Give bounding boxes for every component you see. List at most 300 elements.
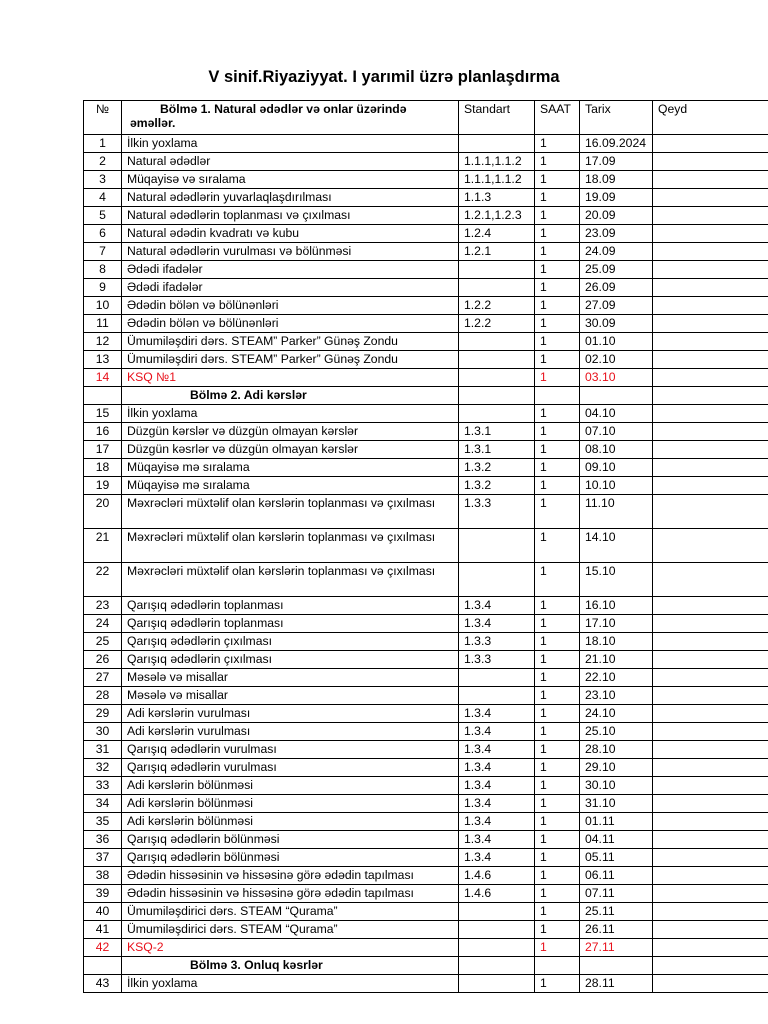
row-topic: KSQ-2	[122, 939, 459, 957]
row-saat: 1	[535, 597, 580, 615]
row-topic: İlkin yoxlama	[122, 135, 459, 153]
row-date: 07.10	[580, 423, 653, 441]
table-row	[84, 903, 768, 921]
row-topic: Qarışıq ədədlərin toplanması	[122, 615, 459, 633]
row-topic: Ədədin hissəsinin və hissəsinə görə ədədin tapılması	[122, 867, 459, 885]
row-standard: 1.2.2	[459, 315, 535, 333]
row-date: 01.11	[580, 813, 653, 831]
header-tarix: Tarix	[580, 101, 653, 135]
row-date: 21.10	[580, 651, 653, 669]
row-number: 36	[84, 831, 122, 849]
row-standard	[459, 333, 535, 351]
row-standard	[459, 957, 535, 975]
row-standard: 1.2.1,1.2.3	[459, 207, 535, 225]
row-saat: 1	[535, 243, 580, 261]
row-date: 02.10	[580, 351, 653, 369]
row-date: 30.10	[580, 777, 653, 795]
row-saat: 1	[535, 741, 580, 759]
table-row	[84, 171, 768, 189]
row-standard: 1.2.1	[459, 243, 535, 261]
row-note	[653, 441, 768, 459]
row-date: 25.10	[580, 723, 653, 741]
row-date: 15.10	[580, 563, 653, 597]
row-note	[653, 351, 768, 369]
row-saat: 1	[535, 795, 580, 813]
row-number: 20	[84, 495, 122, 529]
row-date: 04.11	[580, 831, 653, 849]
row-saat: 1	[535, 189, 580, 207]
row-note	[653, 315, 768, 333]
row-number: 27	[84, 669, 122, 687]
row-saat: 1	[535, 495, 580, 529]
row-standard	[459, 135, 535, 153]
table-row	[84, 975, 768, 993]
header-section-title	[122, 101, 459, 135]
table-row	[84, 189, 768, 207]
row-topic: Müqayisə mə sıralama	[122, 477, 459, 495]
row-saat: 1	[535, 171, 580, 189]
table-row	[84, 477, 768, 495]
row-note	[653, 207, 768, 225]
row-topic: Natural ədədlər	[122, 153, 459, 171]
row-standard: 1.3.4	[459, 831, 535, 849]
row-topic: Qarışıq ədədlərin çıxılması	[122, 633, 459, 651]
table-row	[84, 243, 768, 261]
row-saat: 1	[535, 351, 580, 369]
row-number: 10	[84, 297, 122, 315]
row-date: 07.11	[580, 885, 653, 903]
row-note	[653, 705, 768, 723]
row-topic: Qarışıq ədədlərin vurulması	[122, 759, 459, 777]
row-saat: 1	[535, 459, 580, 477]
table-row	[84, 369, 768, 387]
row-date: 06.11	[580, 867, 653, 885]
row-note	[653, 529, 768, 563]
row-date: 22.10	[580, 669, 653, 687]
table-row	[84, 633, 768, 651]
row-saat: 1	[535, 885, 580, 903]
row-number: 11	[84, 315, 122, 333]
row-topic: Qarışıq ədədlərin vurulması	[122, 741, 459, 759]
row-note	[653, 669, 768, 687]
row-standard: 1.3.3	[459, 495, 535, 529]
row-standard: 1.3.4	[459, 759, 535, 777]
row-topic: Müqayisə mə sıralama	[122, 459, 459, 477]
row-standard	[459, 687, 535, 705]
row-note	[653, 369, 768, 387]
row-number: 14	[84, 369, 122, 387]
row-saat: 1	[535, 423, 580, 441]
row-topic: Ədədin bölən və bölünənləri	[122, 297, 459, 315]
row-topic: Məsələ və misallar	[122, 687, 459, 705]
row-topic: Qarışıq ədədlərin bölünməsi	[122, 849, 459, 867]
row-standard: 1.3.1	[459, 423, 535, 441]
planning-table	[83, 100, 768, 993]
row-topic: Düzgün kəsrlər və düzgün olmayan kərslər	[122, 441, 459, 459]
row-date: 28.11	[580, 975, 653, 993]
row-standard	[459, 975, 535, 993]
row-saat: 1	[535, 563, 580, 597]
table-row	[84, 921, 768, 939]
row-topic: Ədədi ifadələr	[122, 279, 459, 297]
row-note	[653, 795, 768, 813]
section-header-row	[84, 957, 768, 975]
row-number: 37	[84, 849, 122, 867]
row-saat: 1	[535, 849, 580, 867]
table-row	[84, 153, 768, 171]
row-standard: 1.3.2	[459, 459, 535, 477]
row-saat: 1	[535, 633, 580, 651]
table-row	[84, 423, 768, 441]
row-note	[653, 885, 768, 903]
row-standard: 1.3.1	[459, 441, 535, 459]
row-standard: 1.1.1,1.1.2	[459, 171, 535, 189]
row-saat: 1	[535, 369, 580, 387]
row-date: 10.10	[580, 477, 653, 495]
section-title: Bölmə 2. Adi kərslər	[122, 387, 459, 405]
row-date: 28.10	[580, 741, 653, 759]
row-saat: 1	[535, 705, 580, 723]
row-saat: 1	[535, 867, 580, 885]
row-number: 7	[84, 243, 122, 261]
row-standard	[459, 369, 535, 387]
row-topic: Adi kərslərin vurulması	[122, 723, 459, 741]
row-standard: 1.3.4	[459, 795, 535, 813]
row-saat: 1	[535, 279, 580, 297]
row-note	[653, 615, 768, 633]
header-standard: Standart	[459, 101, 535, 135]
row-number: 6	[84, 225, 122, 243]
section-header-row	[84, 387, 768, 405]
row-topic: Adi kərslərin bölünməsi	[122, 795, 459, 813]
row-standard: 1.3.2	[459, 477, 535, 495]
row-date: 30.09	[580, 315, 653, 333]
row-number: 18	[84, 459, 122, 477]
row-topic: Məxrəcləri müxtəlif olan kərslərin toplanması və çıxılması	[122, 563, 459, 597]
table-row	[84, 351, 768, 369]
row-standard	[459, 405, 535, 423]
table-row	[84, 225, 768, 243]
table-row	[84, 687, 768, 705]
row-saat: 1	[535, 333, 580, 351]
row-date: 19.09	[580, 189, 653, 207]
row-date: 26.09	[580, 279, 653, 297]
row-standard	[459, 903, 535, 921]
row-saat: 1	[535, 759, 580, 777]
table-row	[84, 459, 768, 477]
row-note	[653, 957, 768, 975]
row-number: 2	[84, 153, 122, 171]
row-date: 20.09	[580, 207, 653, 225]
row-topic: Ümumiləşdiri dərs. STEAM” Parker” Günəş Zondu	[122, 351, 459, 369]
row-date: 16.10	[580, 597, 653, 615]
row-number: 25	[84, 633, 122, 651]
row-saat: 1	[535, 831, 580, 849]
row-number: 31	[84, 741, 122, 759]
row-number: 26	[84, 651, 122, 669]
table-row	[84, 795, 768, 813]
row-standard: 1.3.4	[459, 615, 535, 633]
row-date: 16.09.2024	[580, 135, 653, 153]
row-note	[653, 939, 768, 957]
row-note	[653, 243, 768, 261]
row-date: 08.10	[580, 441, 653, 459]
row-number: 13	[84, 351, 122, 369]
row-topic: Ümumiləşdiri dərs. STEAM” Parker” Günəş Zondu	[122, 333, 459, 351]
row-saat: 1	[535, 405, 580, 423]
row-note	[653, 651, 768, 669]
row-topic: Müqayisə və sıralama	[122, 171, 459, 189]
row-number: 24	[84, 615, 122, 633]
row-date: 09.10	[580, 459, 653, 477]
planning-table-body	[84, 101, 768, 993]
table-row	[84, 441, 768, 459]
row-date	[580, 957, 653, 975]
row-date: 01.10	[580, 333, 653, 351]
row-standard: 1.3.4	[459, 777, 535, 795]
row-number: 15	[84, 405, 122, 423]
row-number: 33	[84, 777, 122, 795]
table-row	[84, 759, 768, 777]
row-number: 40	[84, 903, 122, 921]
row-number: 30	[84, 723, 122, 741]
table-row	[84, 939, 768, 957]
row-date: 23.09	[580, 225, 653, 243]
row-note	[653, 153, 768, 171]
row-standard: 1.3.4	[459, 849, 535, 867]
row-saat: 1	[535, 207, 580, 225]
row-date: 18.10	[580, 633, 653, 651]
row-saat: 1	[535, 441, 580, 459]
row-standard: 1.3.4	[459, 813, 535, 831]
row-saat: 1	[535, 939, 580, 957]
row-standard	[459, 529, 535, 563]
row-note	[653, 813, 768, 831]
row-number: 4	[84, 189, 122, 207]
row-topic: Ümumiləşdirici dərs. STEAM “Qurama”	[122, 921, 459, 939]
row-number: 8	[84, 261, 122, 279]
row-note	[653, 171, 768, 189]
header-qeyd: Qeyd	[653, 101, 768, 135]
row-date: 24.09	[580, 243, 653, 261]
row-topic: Ədədin bölən və bölünənləri	[122, 315, 459, 333]
table-row	[84, 279, 768, 297]
row-saat: 1	[535, 477, 580, 495]
row-saat: 1	[535, 777, 580, 795]
row-date: 18.09	[580, 171, 653, 189]
table-row	[84, 741, 768, 759]
section-title: Bölmə 3. Onluq kəsrlər	[122, 957, 459, 975]
row-topic: Adi kərslərin bölünməsi	[122, 813, 459, 831]
row-number: 23	[84, 597, 122, 615]
row-topic: Ədədin hissəsinin və hissəsinə görə ədədin tapılması	[122, 885, 459, 903]
table-row	[84, 495, 768, 529]
header-section-text: Bölmə 1. Natural ədədlər və onlar üzərində əməllər.	[130, 102, 407, 130]
row-date: 27.11	[580, 939, 653, 957]
row-saat: 1	[535, 903, 580, 921]
row-saat: 1	[535, 615, 580, 633]
row-note	[653, 903, 768, 921]
table-row	[84, 849, 768, 867]
row-standard: 1.3.4	[459, 597, 535, 615]
row-saat: 1	[535, 687, 580, 705]
row-date: 04.10	[580, 405, 653, 423]
row-topic: Düzgün kərslər və düzgün olmayan kərslər	[122, 423, 459, 441]
row-date: 26.11	[580, 921, 653, 939]
row-standard: 1.1.3	[459, 189, 535, 207]
row-topic: Qarışıq ədədlərin bölünməsi	[122, 831, 459, 849]
table-row	[84, 333, 768, 351]
row-note	[653, 759, 768, 777]
row-date: 05.11	[580, 849, 653, 867]
row-standard: 1.3.4	[459, 723, 535, 741]
row-note	[653, 297, 768, 315]
row-standard	[459, 351, 535, 369]
row-topic: KSQ №1	[122, 369, 459, 387]
row-topic: İlkin yoxlama	[122, 405, 459, 423]
row-date: 29.10	[580, 759, 653, 777]
row-note	[653, 189, 768, 207]
row-topic: Natural ədədin kvadratı və kubu	[122, 225, 459, 243]
row-saat: 1	[535, 153, 580, 171]
row-date: 03.10	[580, 369, 653, 387]
row-saat: 1	[535, 921, 580, 939]
table-row	[84, 885, 768, 903]
table-row	[84, 615, 768, 633]
row-number	[84, 387, 122, 405]
row-standard: 1.4.6	[459, 885, 535, 903]
table-row	[84, 261, 768, 279]
table-row	[84, 597, 768, 615]
row-standard	[459, 939, 535, 957]
row-note	[653, 687, 768, 705]
row-topic: Məxrəcləri müxtəlif olan kərslərin toplanması və çıxılması	[122, 529, 459, 563]
row-note	[653, 563, 768, 597]
row-number: 9	[84, 279, 122, 297]
row-number: 19	[84, 477, 122, 495]
row-note	[653, 477, 768, 495]
row-note	[653, 777, 768, 795]
row-standard	[459, 279, 535, 297]
row-number: 16	[84, 423, 122, 441]
row-standard: 1.2.4	[459, 225, 535, 243]
table-row	[84, 669, 768, 687]
row-date: 27.09	[580, 297, 653, 315]
table-row	[84, 297, 768, 315]
row-note	[653, 597, 768, 615]
row-topic: Adi kərslərin bölünməsi	[122, 777, 459, 795]
table-row	[84, 529, 768, 563]
row-number: 12	[84, 333, 122, 351]
table-row	[84, 135, 768, 153]
table-row	[84, 651, 768, 669]
row-saat: 1	[535, 225, 580, 243]
row-number: 22	[84, 563, 122, 597]
row-saat: 1	[535, 669, 580, 687]
row-topic: Məxrəcləri müxtəlif olan kərslərin toplanması və çıxılması	[122, 495, 459, 529]
row-standard: 1.1.1,1.1.2	[459, 153, 535, 171]
row-saat: 1	[535, 315, 580, 333]
table-row	[84, 207, 768, 225]
row-date: 11.10	[580, 495, 653, 529]
row-note	[653, 387, 768, 405]
row-note	[653, 975, 768, 993]
row-number: 28	[84, 687, 122, 705]
row-date: 31.10	[580, 795, 653, 813]
row-number	[84, 957, 122, 975]
row-topic: İlkin yoxlama	[122, 975, 459, 993]
row-note	[653, 261, 768, 279]
row-number: 29	[84, 705, 122, 723]
row-number: 5	[84, 207, 122, 225]
row-saat: 1	[535, 135, 580, 153]
row-date: 17.09	[580, 153, 653, 171]
header-number: №	[84, 101, 122, 135]
row-number: 43	[84, 975, 122, 993]
row-standard: 1.3.3	[459, 651, 535, 669]
row-number: 39	[84, 885, 122, 903]
row-note	[653, 633, 768, 651]
row-note	[653, 279, 768, 297]
document-title: V sinif.Riyaziyyat. I yarımil üzrə planlaşdırma	[208, 68, 560, 86]
row-standard	[459, 921, 535, 939]
table-row	[84, 813, 768, 831]
row-topic: Məsələ və misallar	[122, 669, 459, 687]
row-date	[580, 387, 653, 405]
row-saat: 1	[535, 297, 580, 315]
row-note	[653, 333, 768, 351]
row-topic: Adi kərslərin vurulması	[122, 705, 459, 723]
row-saat: 1	[535, 651, 580, 669]
row-note	[653, 831, 768, 849]
row-topic: Ədədi ifadələr	[122, 261, 459, 279]
row-standard	[459, 669, 535, 687]
row-topic: Ümumiləşdirici dərs. STEAM “Qurama”	[122, 903, 459, 921]
row-number: 21	[84, 529, 122, 563]
table-row	[84, 723, 768, 741]
row-note	[653, 921, 768, 939]
row-note	[653, 867, 768, 885]
row-note	[653, 405, 768, 423]
table-row	[84, 315, 768, 333]
row-number: 32	[84, 759, 122, 777]
row-date: 17.10	[580, 615, 653, 633]
row-note	[653, 741, 768, 759]
row-standard: 1.3.4	[459, 741, 535, 759]
row-date: 25.11	[580, 903, 653, 921]
table-row	[84, 405, 768, 423]
row-number: 41	[84, 921, 122, 939]
row-number: 17	[84, 441, 122, 459]
row-saat: 1	[535, 261, 580, 279]
table-row	[84, 831, 768, 849]
row-standard	[459, 563, 535, 597]
row-number: 34	[84, 795, 122, 813]
row-topic: Qarışıq ədədlərin toplanması	[122, 597, 459, 615]
row-saat: 1	[535, 975, 580, 993]
row-number: 38	[84, 867, 122, 885]
table-header-row	[84, 101, 768, 135]
row-standard: 1.4.6	[459, 867, 535, 885]
row-number: 3	[84, 171, 122, 189]
row-note	[653, 723, 768, 741]
row-note	[653, 135, 768, 153]
table-row	[84, 705, 768, 723]
table-row	[84, 777, 768, 795]
row-standard: 1.2.2	[459, 297, 535, 315]
row-standard	[459, 261, 535, 279]
row-saat: 1	[535, 723, 580, 741]
